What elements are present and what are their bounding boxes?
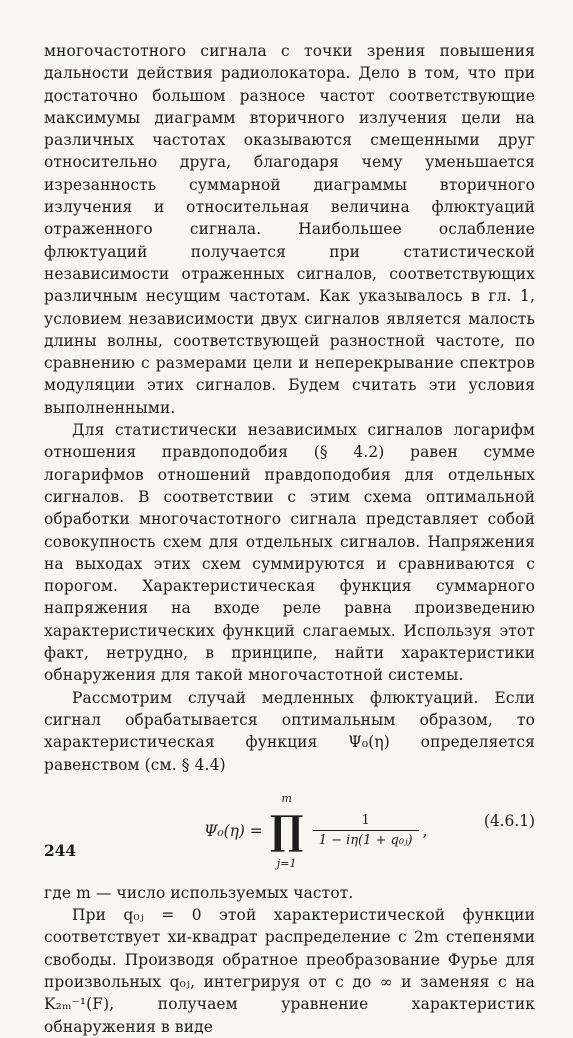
formula-lhs: Ψ₀(η) = [204,821,263,840]
product-symbol: ∏ [269,806,304,854]
equation-number: (4.6.1) [483,811,535,830]
product-operator [267,792,307,870]
paragraph-chi-square: При q₀ⱼ = 0 этой характеристической функции соответствует хи-квадрат распределение с 2m степенями свободы. Производя обратное преобразование Фурье для произвольных q₀ⱼ, интегрируя от c до ∞ и заменяя c на K₂ₘ⁻¹(F), получаем уравнение характеристик обнаружения в виде [44,906,535,1036]
fraction-denominator: 1 − iη(1 + q₀ⱼ) [318,833,413,849]
paragraph-continuation: многочастотного сигнала с точки зрения повышения дальности действия радиолокатора. Дело в том, что при достаточно большом разносе частот соответствующие максимумы диаграмм вторичного излучения цели на различных частотах оказываются смещенными друг относительно друга, благодаря чему уменьшается изрезанность суммарной диаграммы вторичного излучения и относительная величина флюктуаций отраженного сигнала. Наибольшее ослабление флюктуаций получается при статистической независимости отраженных сигналов, соответствующих различным несущим частотам. Как указывалось в гл. 1, условием независимости двух сигналов является малость длины волны, соответствующей разностной частоте, по сравнению с размерами цели и неперекрывание спектров модуляции этих сигналов. Будем считать эти условия выполненными. [44,42,535,417]
fraction-bar [313,830,419,831]
paragraph-where-m: где m — число используемых частот. [44,883,354,902]
formula-comma: , [422,821,428,840]
paragraph-statistical-independence: Для статистически независимых сигналов логарифм отношения правдоподобия (§ 4.2) равен сумме логарифмов отношений правдоподобия для отдельных сигналов. В соответствии с этим схема оптимальной обработки многочастотного сигнала представляет собой совокупность схем для отдельных сигналов. Напряжения на выходах этих схем суммируются и сравниваются с порогом. Характеристическая функция суммарного напряжения на входе реле равна произведению характеристических функций слагаемых. Используя этот факт, нетрудно, в принципе, найти характеристики обнаружения для такой многочастотной системы. [44,421,535,685]
product-lower-limit: j=1 [276,856,297,870]
formula-fraction [313,813,419,848]
product-upper-limit: m [281,791,292,805]
formula-body [204,792,428,870]
page-number: 244 [44,842,77,860]
fraction-numerator: 1 [361,813,370,829]
formula-4-6-1 [44,782,535,880]
paragraph-slow-fluctuations: Рассмотрим случай медленных флюктуаций. Если сигнал обрабатывается оптимальным образом, то характеристическая функция Ψ₀(η) определяется равенством (см. § 4.4) [44,688,535,774]
